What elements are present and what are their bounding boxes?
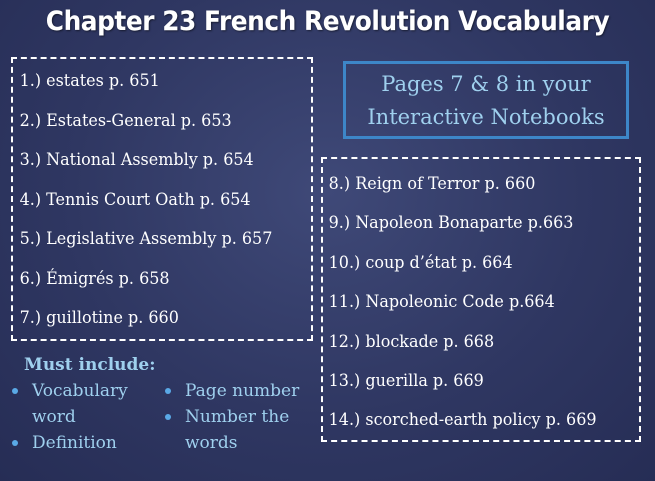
vocab-item: 6.) Émigrés p. 658 (19, 268, 170, 289)
notebook-pages-callout (343, 61, 629, 139)
vocab-list-box-left (11, 57, 313, 341)
vocab-item: 5.) Legislative Assembly p. 657 (19, 229, 273, 249)
vocab-item: 9.) Napoleon Bonaparte p.663 (328, 213, 574, 234)
vocab-item: 10.) coup d’état p. 664 (328, 252, 513, 273)
must-include-list-right (163, 378, 323, 456)
must-include-heading: Must include: (24, 355, 156, 375)
vocab-item: 4.) Tennis Court Oath p. 654 (19, 189, 251, 210)
callout-line-1: Pages 7 & 8 in your (381, 72, 591, 96)
vocab-item: 1.) estates p. 651 (19, 71, 160, 91)
vocab-item: 2.) Estates-General p. 653 (19, 110, 232, 131)
requirement-item: Page number (163, 378, 323, 404)
requirement-item: Vocabulary word (10, 378, 160, 430)
vocab-item: 12.) blockade p. 668 (328, 331, 495, 352)
requirement-item: Definition (10, 430, 160, 456)
vocab-item: 11.) Napoleonic Code p.664 (328, 292, 555, 313)
must-include-list-left (10, 378, 160, 456)
slide-title: Chapter 23 French Revolution Vocabulary (45, 6, 610, 37)
vocab-item: 7.) guillotine p. 660 (19, 308, 179, 328)
requirement-item: Number the words (163, 404, 323, 456)
vocab-list-right (323, 159, 639, 441)
vocab-list-left (13, 59, 311, 339)
vocab-list-box-right (321, 157, 641, 442)
vocab-item: 14.) scorched-earth policy p. 669 (328, 410, 597, 431)
callout-line-2: Interactive Notebooks (367, 105, 605, 129)
vocab-item: 8.) Reign of Terror p. 660 (328, 174, 536, 194)
vocab-item: 13.) guerilla p. 669 (328, 370, 484, 391)
vocab-item: 3.) National Assembly p. 654 (19, 150, 254, 170)
